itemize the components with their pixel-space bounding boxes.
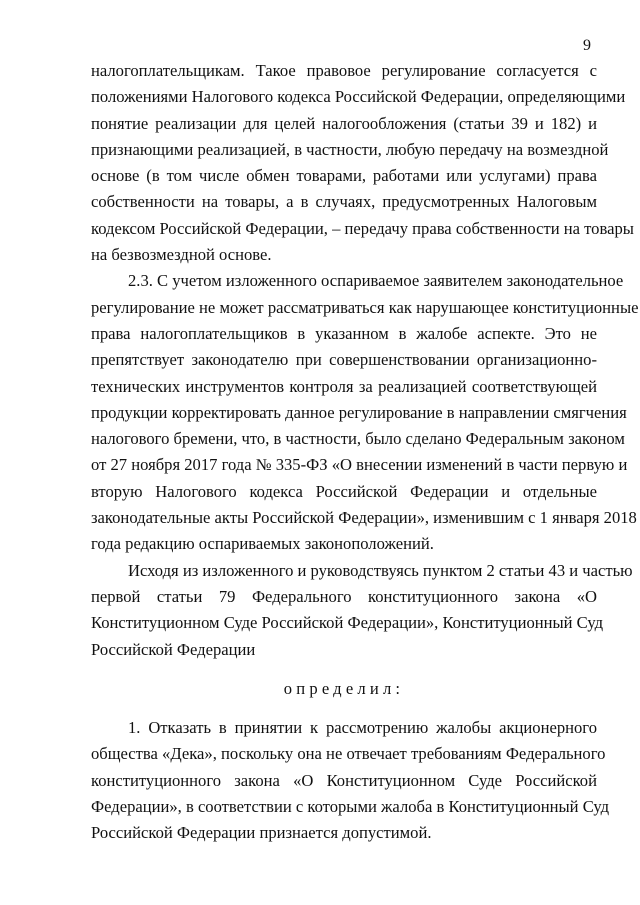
paragraph-line: регулирование не может рассматриваться как нарушающее конституционные [91, 297, 639, 317]
paragraph-line: налогоплательщикам. Такое правовое регулирование согласуется с [91, 61, 597, 80]
decision-heading: определил: [283, 678, 405, 698]
paragraph-line: признающими реализацией, в частности, любую передачу на возмездной [91, 139, 609, 159]
paragraph-line: Федерации», в соответствии с которыми жалоба в Конституционный Суд [91, 797, 610, 817]
paragraph-line: года редакцию оспариваемых законоположений. [91, 534, 434, 554]
paragraph-line: кодексом Российской Федерации, – передачу права собственности на товары [91, 218, 634, 238]
document-body [91, 58, 639, 847]
paragraph-line: 2.3. С учетом изложенного оспариваемое заявителем законодательное [128, 271, 624, 291]
paragraph-line: Исходя из изложенного и руководствуясь пунктом 2 статьи 43 и частью [128, 560, 633, 580]
paragraph-line: законодательные акты Российской Федерации», изменившим с 1 января 2018 [91, 508, 637, 528]
paragraph-line: технических инструментов контроля за реализацией соответствующей [91, 376, 597, 396]
paragraph-line: Российской Федерации признается допустимой. [91, 823, 432, 843]
paragraph-line: препятствует законодателю при совершенствовании организационно- [91, 350, 597, 370]
paragraph-continuation [91, 58, 634, 268]
paragraph-line: конституционного закона «О Конституционном Суде Российской [91, 770, 597, 790]
paragraph-line: Российской Федерации [91, 639, 256, 659]
paragraph-line: Конституционном Суде Российской Федерации», Конституционный Суд [91, 613, 604, 633]
paragraph-line: первой статьи 79 Федерального конституционного закона «О [91, 586, 597, 606]
ruling-paragraph [91, 715, 610, 846]
paragraph-line: общества «Дека», поскольку она не отвечает требованиям Федерального [91, 744, 606, 764]
paragraph-line: от 27 ноября 2017 года № 335-ФЗ «О внесении изменений в части первую и [91, 455, 628, 475]
paragraph-line: положениями Налогового кодекса Российской Федерации, определяющими [91, 87, 626, 107]
paragraph-line: понятие реализации для целей налогообложения (статьи 39 и 182) и [91, 113, 597, 133]
paragraph-line: налогового бремени, что, в частности, было сделано Федеральным законом [91, 429, 625, 449]
paragraph-line: права налогоплательщиков в указанном в жалобе аспекте. Это не [91, 323, 597, 343]
paragraph-line: основе (в том числе обмен товарами, работами или услугами) права [91, 166, 597, 186]
paragraph-preamble [91, 558, 633, 663]
paragraph-line: на безвозмездной основе. [91, 245, 272, 265]
paragraph-2-3 [91, 268, 639, 557]
paragraph-line: 1. Отказать в принятии к рассмотрению жалобы акционерного [128, 718, 597, 738]
page-number: 9 [583, 37, 591, 54]
paragraph-line: собственности на товары, а в случаях, предусмотренных Налоговым [91, 192, 597, 212]
spacer [91, 663, 597, 676]
paragraph-line: продукции корректировать данное регулирование в направлении смягчения [91, 402, 627, 422]
paragraph-line: вторую Налогового кодекса Российской Федерации и отдельные [91, 481, 597, 501]
spacer [91, 702, 597, 715]
